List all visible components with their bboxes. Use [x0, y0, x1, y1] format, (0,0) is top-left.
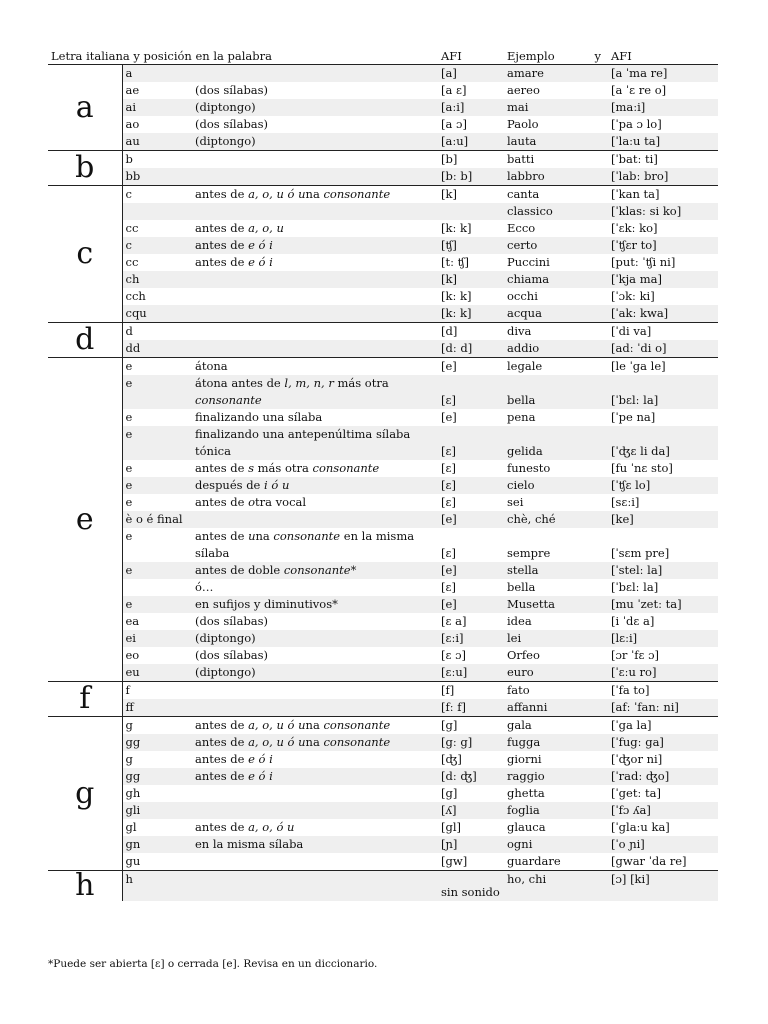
context-cell — [192, 305, 438, 323]
afi-cell: [kː k] — [441, 289, 472, 303]
table-row — [48, 699, 718, 717]
grapheme-cell: eu — [122, 664, 192, 682]
table-row — [48, 853, 718, 871]
table-row — [48, 133, 718, 151]
example-cell: Paolo — [507, 117, 539, 131]
context-cell: antes de doble consonante* — [192, 562, 438, 579]
example-afi-cell: [ˈbɛlː la] — [608, 375, 718, 409]
example-afi-cell: [ˈlabː bro] — [608, 168, 718, 186]
context-cell — [192, 151, 438, 169]
grapheme-cell: f — [122, 682, 192, 700]
example-afi-cell: [ˈo ɲi] — [608, 836, 718, 853]
afi-cell: [ɛ] — [438, 426, 504, 460]
afi-cell: [ɛ] — [441, 461, 456, 475]
example-cell: sempre — [507, 546, 551, 560]
example-cell: diva — [504, 323, 608, 341]
example-cell: cielo — [504, 477, 608, 494]
grapheme-cell: e — [125, 410, 133, 424]
grapheme-cell: eo — [125, 648, 140, 662]
example-cell: idea — [507, 614, 532, 628]
grapheme-cell: au — [122, 133, 192, 151]
grapheme-cell: gg — [122, 734, 192, 751]
grapheme-cell: e — [122, 596, 192, 613]
context-cell — [192, 871, 438, 902]
letter-heading: b — [48, 151, 122, 186]
grapheme-cell: e — [122, 358, 192, 376]
grapheme-cell: b — [122, 151, 192, 169]
example-afi-cell: [ˈpe na] — [611, 410, 656, 424]
example-cell: Musetta — [504, 596, 608, 613]
example-afi-cell: [ˈgetː ta] — [611, 786, 661, 800]
example-cell: fato — [504, 682, 608, 700]
table-body — [48, 65, 718, 902]
example-afi-cell: [ˈkja ma] — [608, 271, 718, 288]
grapheme-cell: cc — [125, 255, 139, 269]
table-row — [48, 751, 718, 768]
example-afi-cell: [ˈdi va] — [608, 323, 718, 341]
context-cell: (diptongo) — [192, 99, 438, 116]
example-afi-cell: [ˈʧɛr to] — [608, 237, 718, 254]
context-cell — [192, 340, 438, 358]
example-afi-cell: [gwar ˈda re] — [611, 854, 687, 868]
grapheme-cell: ch — [122, 271, 192, 288]
afi-cell: [k] — [438, 271, 504, 288]
afi-cell: sin sonido — [438, 871, 504, 902]
grapheme-cell: h — [122, 871, 192, 902]
pronunciation-table — [48, 47, 718, 901]
example-afi-cell: [ke] — [608, 511, 718, 528]
afi-cell: [ɛ] — [438, 375, 504, 409]
example-afi-cell: [ˈklasː si ko] — [608, 203, 718, 220]
header-ejemplo: Ejemplo — [507, 48, 555, 63]
example-afi-cell: [ˈkan ta] — [608, 186, 718, 204]
table-row — [48, 65, 718, 83]
context-cell: (dos sílabas) — [195, 117, 269, 131]
afi-cell: [ɛ] — [441, 580, 456, 594]
afi-cell: [f] — [438, 682, 504, 700]
table-row — [48, 562, 718, 579]
context-cell — [192, 323, 438, 341]
context-cell: (diptongo) — [192, 664, 438, 682]
afi-cell: [ɛ] — [441, 495, 456, 509]
afi-cell: [ɛ] — [441, 546, 456, 560]
afi-cell: [fː f] — [438, 699, 504, 717]
example-afi-cell: [lɛːi] — [608, 630, 718, 647]
afi-cell: [e] — [438, 562, 504, 579]
afi-cell: [b] — [438, 151, 504, 169]
grapheme-cell: bb — [122, 168, 192, 186]
example-cell: foglia — [504, 802, 608, 819]
table-row — [48, 340, 718, 358]
grapheme-cell: d — [122, 323, 192, 341]
example-cell: stella — [504, 562, 608, 579]
table-row — [48, 819, 718, 836]
table-row — [48, 494, 718, 511]
context-cell — [192, 271, 438, 288]
afi-cell: [aːu] — [438, 133, 504, 151]
table-row — [48, 871, 718, 902]
table-header — [48, 47, 718, 65]
example-afi-cell: [sɛːi] — [611, 495, 640, 509]
context-cell — [192, 288, 438, 305]
grapheme-cell: è o é final — [122, 511, 192, 528]
example-afi-cell: [le ˈga le] — [608, 358, 718, 376]
example-cell: certo — [504, 237, 608, 254]
afi-cell: [tː ʧ] — [441, 255, 469, 269]
example-afi-cell: [ˈstelː la] — [608, 562, 718, 579]
example-afi-cell: [ˈɔkː ki] — [611, 289, 655, 303]
table-row — [48, 323, 718, 341]
grapheme-cell: ae — [125, 83, 140, 97]
context-cell: ó… — [195, 580, 214, 594]
context-cell — [192, 65, 438, 83]
table-row — [48, 460, 718, 477]
table-row — [48, 116, 718, 133]
table-row — [48, 802, 718, 819]
example-afi-cell: [ɔr ˈfɛ ɔ] — [611, 648, 660, 662]
example-cell: gala — [504, 717, 608, 735]
context-cell — [192, 802, 438, 819]
example-afi-cell: [ˈʤor ni] — [611, 752, 663, 766]
example-afi-cell: [ˈfɔ ʎa] — [608, 802, 718, 819]
table-row — [48, 186, 718, 204]
afi-cell: [k] — [438, 186, 504, 204]
table-row — [48, 409, 718, 426]
example-afi-cell: [a ˈɛ re o] — [611, 83, 667, 97]
table-row — [48, 271, 718, 288]
afi-cell: [ɛ a] — [441, 614, 467, 628]
phonetics-document — [48, 47, 718, 901]
grapheme-cell — [122, 203, 192, 220]
example-afi-cell: [adː ˈdi o] — [608, 340, 718, 358]
context-cell: antes de e ó i — [195, 752, 273, 766]
table-row — [48, 613, 718, 630]
grapheme-cell: e — [125, 529, 133, 543]
afi-cell: [ɲ] — [438, 836, 504, 853]
context-cell — [192, 682, 438, 700]
table-row — [48, 477, 718, 494]
context-cell: antes de a, o, u ó una consonante — [192, 186, 438, 204]
letter-heading: f — [48, 682, 122, 717]
table-row — [48, 734, 718, 751]
table-row — [48, 579, 718, 596]
context-cell: antes de s más otra consonante — [195, 461, 380, 475]
table-row — [48, 203, 718, 220]
example-cell: bella — [507, 580, 536, 594]
example-afi-cell: [maːi] — [608, 99, 718, 116]
letter-heading: a — [48, 65, 122, 151]
table-row — [48, 528, 718, 562]
table-row — [48, 426, 718, 460]
example-cell: mai — [504, 99, 608, 116]
grapheme-cell: e — [122, 477, 192, 494]
context-cell: (dos sílabas) — [195, 614, 269, 628]
grapheme-cell: gli — [122, 802, 192, 819]
context-cell: átona antes de l, m, n, r más otra consonante — [192, 375, 438, 409]
context-cell: después de i ó u — [192, 477, 438, 494]
example-afi-cell: [ˈlaːu ta] — [608, 133, 718, 151]
example-afi-cell: [ˈbɛlː la] — [611, 580, 659, 594]
letter-heading: g — [48, 717, 122, 871]
context-cell — [192, 785, 438, 802]
grapheme-cell: cch — [125, 289, 146, 303]
example-cell: pena — [507, 410, 536, 424]
example-cell: acqua — [504, 305, 608, 323]
context-cell: (dos sílabas) — [195, 83, 269, 97]
example-afi-cell: [ˈɛːu ro] — [608, 664, 718, 682]
table-row — [48, 596, 718, 613]
table-row — [48, 664, 718, 682]
context-cell: antes de otra vocal — [195, 495, 307, 509]
grapheme-cell: gg — [122, 768, 192, 785]
afi-cell: [gː g] — [438, 734, 504, 751]
example-cell: ho, chi — [504, 871, 608, 902]
grapheme-cell: ea — [125, 614, 140, 628]
table-row — [48, 682, 718, 700]
table-row — [48, 305, 718, 323]
afi-cell: [ʧ] — [438, 237, 504, 254]
example-cell: batti — [504, 151, 608, 169]
afi-cell: [ɛːu] — [438, 664, 504, 682]
context-cell: finalizando una antepenúltima sílaba tónica — [192, 426, 438, 460]
afi-cell: [gw] — [441, 854, 468, 868]
grapheme-cell: gl — [125, 820, 137, 834]
header-example — [504, 47, 608, 65]
grapheme-cell: gu — [125, 854, 141, 868]
afi-cell: [d] — [438, 323, 504, 341]
table-row — [48, 836, 718, 853]
afi-cell: [g] — [441, 786, 458, 800]
example-afi-cell: [mu ˈzetː ta] — [608, 596, 718, 613]
example-afi-cell: [ˈbatː ti] — [608, 151, 718, 169]
table-row — [48, 237, 718, 254]
example-cell: canta — [504, 186, 608, 204]
grapheme-cell: ao — [125, 117, 140, 131]
afi-cell: [a ɛ] — [441, 83, 467, 97]
example-cell: labbro — [504, 168, 608, 186]
grapheme-cell: gh — [125, 786, 141, 800]
example-cell: legale — [504, 358, 608, 376]
afi-cell: [kː k] — [441, 221, 472, 235]
afi-cell: [dː d] — [438, 340, 504, 358]
header-afi: AFI — [438, 47, 504, 65]
example-afi-cell: [ˈga la] — [608, 717, 718, 735]
context-cell: antes de una consonante en la misma sílaba — [195, 529, 415, 560]
table-row — [48, 785, 718, 802]
context-cell: átona — [192, 358, 438, 376]
example-cell: chiama — [504, 271, 608, 288]
afi-cell: [dː ʤ] — [438, 768, 504, 785]
example-cell: raggio — [504, 768, 608, 785]
example-afi-cell: [ˈʧɛ lo] — [608, 477, 718, 494]
example-afi-cell: [ɔ] [ki] — [608, 871, 718, 902]
example-afi-cell: [ˈradː ʤo] — [608, 768, 718, 785]
grapheme-cell: ei — [122, 630, 192, 647]
afi-cell: [g] — [438, 717, 504, 735]
table-row — [48, 151, 718, 169]
example-cell: classico — [504, 203, 608, 220]
example-cell: ogni — [504, 836, 608, 853]
context-cell: (dos sílabas) — [195, 648, 269, 662]
table-row — [48, 647, 718, 664]
context-cell: en la misma sílaba — [192, 836, 438, 853]
table-row — [48, 220, 718, 237]
example-cell: gelida — [504, 426, 608, 460]
example-afi-cell: [ˈɛkː ko] — [611, 221, 658, 235]
example-cell: affanni — [504, 699, 608, 717]
example-cell: aereo — [507, 83, 540, 97]
grapheme-cell: c — [122, 237, 192, 254]
context-cell: antes de e ó i — [192, 768, 438, 785]
example-cell: lei — [504, 630, 608, 647]
grapheme-cell: g — [125, 752, 133, 766]
letter-heading: d — [48, 323, 122, 358]
context-cell — [192, 203, 438, 220]
table-row — [48, 717, 718, 735]
example-cell: Puccini — [507, 255, 550, 269]
afi-cell: [bː b] — [438, 168, 504, 186]
grapheme-cell: dd — [122, 340, 192, 358]
example-cell: amare — [504, 65, 608, 83]
header-position: Letra italiana y posición en la palabra — [48, 47, 438, 65]
grapheme-cell: e — [122, 562, 192, 579]
table-row — [48, 168, 718, 186]
example-afi-cell: [ˈpa ɔ lo] — [611, 117, 662, 131]
context-cell: (diptongo) — [192, 630, 438, 647]
afi-cell: [ʤ] — [441, 752, 462, 766]
table-row — [48, 358, 718, 376]
table-row — [48, 768, 718, 785]
table-row — [48, 375, 718, 409]
afi-cell: [aːi] — [438, 99, 504, 116]
afi-cell: [ɛ] — [438, 477, 504, 494]
example-afi-cell: [ˈfa to] — [608, 682, 718, 700]
afi-cell: [a] — [438, 65, 504, 83]
header-afi-example: AFI — [608, 47, 718, 65]
grapheme-cell: e — [125, 495, 133, 509]
example-afi-cell: [ˈakː kwa] — [608, 305, 718, 323]
context-cell: antes de a, o, u ó una consonante — [192, 734, 438, 751]
footnote: *Puede ser abierta [ɛ] o cerrada [e]. Revisa en un diccionario. — [48, 958, 378, 970]
example-cell: sei — [507, 495, 524, 509]
letter-heading: c — [48, 186, 122, 323]
table-row — [48, 99, 718, 116]
afi-cell: [e] — [438, 596, 504, 613]
context-cell: (diptongo) — [192, 133, 438, 151]
example-afi-cell: [ˈsɛm pre] — [611, 546, 670, 560]
example-afi-cell: [putː ˈʧi ni] — [611, 255, 676, 269]
example-cell: occhi — [507, 289, 538, 303]
context-cell — [192, 511, 438, 528]
example-cell: ghetta — [507, 786, 545, 800]
example-afi-cell: [ˈʤɛ li da] — [608, 426, 718, 460]
grapheme-cell: ff — [122, 699, 192, 717]
grapheme-cell: e — [122, 375, 192, 409]
letter-heading: e — [48, 358, 122, 682]
example-cell: lauta — [504, 133, 608, 151]
example-cell: bella — [504, 375, 608, 409]
context-cell: antes de e ó i — [192, 237, 438, 254]
afi-cell: [ɛ ɔ] — [441, 648, 467, 662]
afi-cell: [ʎ] — [438, 802, 504, 819]
context-cell: antes de a, o, u ó una consonante — [192, 717, 438, 735]
grapheme-cell: a — [122, 65, 192, 83]
example-cell: chè, ché — [504, 511, 608, 528]
example-afi-cell: [ˈglaːu ka] — [611, 820, 670, 834]
example-cell: Orfeo — [507, 648, 540, 662]
example-cell: giorni — [507, 752, 542, 766]
example-cell: funesto — [507, 461, 551, 475]
grapheme-cell: gn — [122, 836, 192, 853]
example-afi-cell: [ˈfugː ga] — [608, 734, 718, 751]
context-cell: antes de e ó i — [195, 255, 273, 269]
table-row — [48, 254, 718, 271]
afi-cell: [ɛːi] — [438, 630, 504, 647]
grapheme-cell: e — [125, 461, 133, 475]
example-afi-cell: [i ˈdɛ a] — [611, 614, 655, 628]
example-afi-cell: [afː ˈfanː ni] — [608, 699, 718, 717]
table-row — [48, 511, 718, 528]
context-cell: en sufijos y diminutivos* — [192, 596, 438, 613]
grapheme-cell — [122, 579, 192, 596]
example-cell: glauca — [507, 820, 546, 834]
grapheme-cell: cqu — [122, 305, 192, 323]
afi-cell: [e] — [438, 358, 504, 376]
letter-heading: h — [48, 871, 122, 902]
example-cell: guardare — [507, 854, 561, 868]
afi-cell: [gl] — [441, 820, 462, 834]
context-cell: finalizando una sílaba — [195, 410, 323, 424]
example-cell: fugga — [504, 734, 608, 751]
example-cell: euro — [504, 664, 608, 682]
afi-cell: [e] — [438, 511, 504, 528]
context-cell — [192, 699, 438, 717]
grapheme-cell: g — [122, 717, 192, 735]
grapheme-cell: cc — [125, 221, 139, 235]
grapheme-cell: ai — [122, 99, 192, 116]
header-y: y — [594, 48, 601, 63]
afi-cell: [kː k] — [438, 305, 504, 323]
afi-cell — [438, 203, 504, 220]
example-cell: Ecco — [507, 221, 536, 235]
table-row — [48, 288, 718, 305]
context-cell: antes de a, o, ó u — [195, 820, 295, 834]
context-cell — [192, 168, 438, 186]
afi-cell: [a ɔ] — [441, 117, 467, 131]
afi-cell: [e] — [441, 410, 457, 424]
example-cell: addio — [504, 340, 608, 358]
grapheme-cell: e — [122, 426, 192, 460]
context-cell — [192, 853, 438, 871]
table-row — [48, 630, 718, 647]
example-afi-cell: [fu ˈnɛ sto] — [611, 461, 673, 475]
grapheme-cell: c — [122, 186, 192, 204]
example-afi-cell: [a ˈma re] — [608, 65, 718, 83]
context-cell: antes de a, o, u — [195, 221, 284, 235]
table-row — [48, 82, 718, 99]
